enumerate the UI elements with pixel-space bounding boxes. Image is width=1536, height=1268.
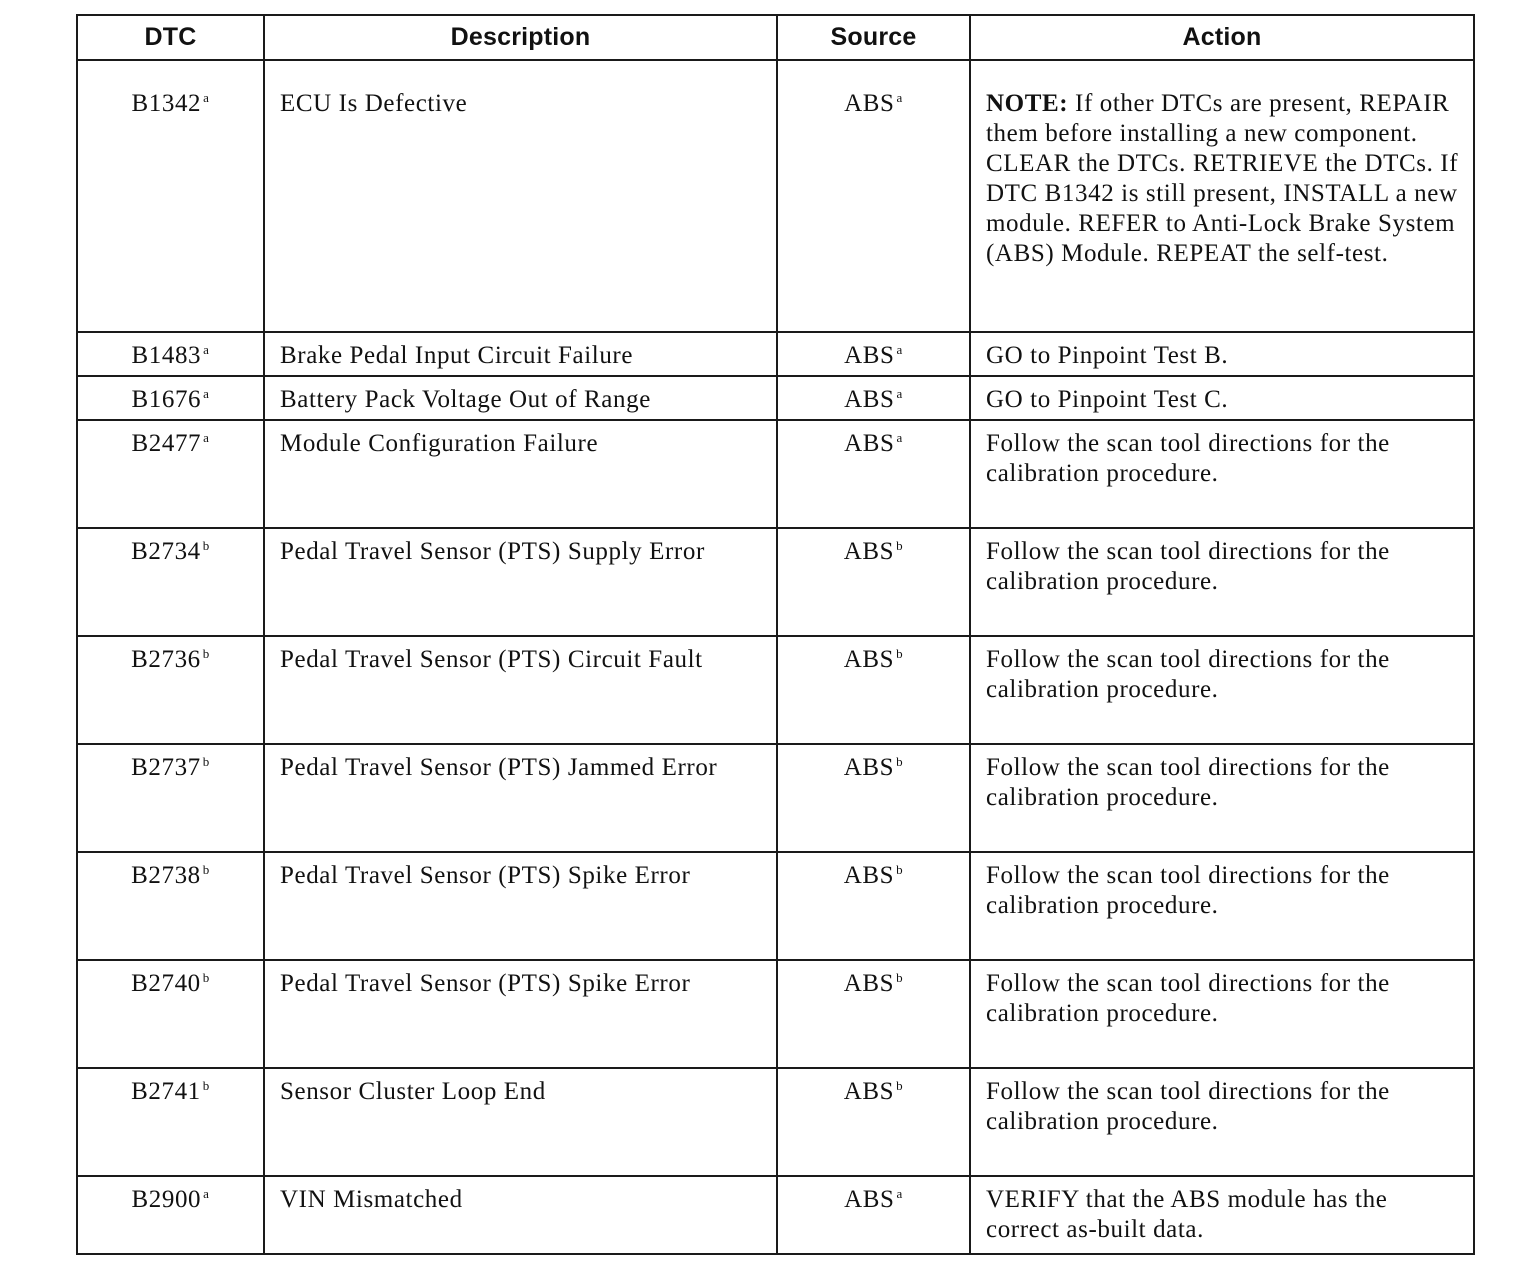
dtc-code: B1676	[131, 386, 202, 413]
dtc-code: B2477	[131, 430, 202, 457]
footnote-marker: b	[896, 862, 904, 877]
source-text: ABS	[844, 342, 895, 369]
description-cell: Pedal Travel Sensor (PTS) Circuit Fault	[264, 636, 777, 744]
footnote-marker: b	[202, 970, 210, 985]
footnote-marker: b	[202, 1078, 210, 1093]
footnote-marker: a	[203, 386, 210, 401]
description-cell: Sensor Cluster Loop End	[264, 1068, 777, 1176]
source-text: ABS	[844, 90, 895, 117]
source-cell	[777, 636, 970, 744]
dtc-cell	[77, 852, 264, 960]
table-row	[77, 332, 1474, 376]
table-row	[77, 60, 1474, 332]
table-row	[77, 1068, 1474, 1176]
dtc-code: B2736	[131, 646, 201, 673]
action-cell	[970, 60, 1474, 332]
source-text: ABS	[843, 754, 895, 781]
source-cell	[777, 744, 970, 852]
action-note	[986, 89, 1459, 149]
dtc-cell	[77, 420, 264, 528]
description-cell: Pedal Travel Sensor (PTS) Spike Error	[264, 852, 777, 960]
source-text: ABS	[844, 386, 895, 413]
dtc-cell	[77, 1068, 264, 1176]
dtc-code: B2741	[131, 1078, 201, 1105]
dtc-code: B1483	[131, 342, 202, 369]
action-text: CLEAR the DTCs. RETRIEVE the DTCs. If DTC B1342 is still present, INSTALL a new module. REFER to Anti-Lock Brake System (ABS) Module. REPEAT the self-test.	[986, 150, 1459, 267]
dtc-code: B2734	[131, 538, 201, 565]
action-cell: GO to Pinpoint Test B.	[970, 332, 1474, 376]
footnote-marker: a	[203, 342, 210, 357]
source-cell	[777, 960, 970, 1068]
footnote-marker: b	[896, 1078, 904, 1093]
footnote-marker: a	[896, 90, 903, 105]
action-cell: Follow the scan tool directions for the calibration procedure.	[970, 960, 1474, 1068]
action-cell: Follow the scan tool directions for the calibration procedure.	[970, 852, 1474, 960]
table-row	[77, 744, 1474, 852]
header-action: Action	[970, 15, 1474, 60]
dtc-cell	[77, 332, 264, 376]
header-description: Description	[264, 15, 777, 60]
header-source: Source	[777, 15, 970, 60]
source-text: ABS	[843, 862, 895, 889]
description-cell: Pedal Travel Sensor (PTS) Jammed Error	[264, 744, 777, 852]
action-cell: Follow the scan tool directions for the calibration procedure.	[970, 528, 1474, 636]
dtc-code: B1342	[131, 90, 202, 117]
description-cell: Battery Pack Voltage Out of Range	[264, 376, 777, 420]
action-cell: Follow the scan tool directions for the calibration procedure.	[970, 744, 1474, 852]
source-cell	[777, 1176, 970, 1254]
source-cell	[777, 528, 970, 636]
action-cell: Follow the scan tool directions for the calibration procedure.	[970, 636, 1474, 744]
note-text: If other DTCs are present, REPAIR them before installing a new component.	[986, 90, 1450, 147]
footnote-marker: a	[896, 342, 903, 357]
header-dtc: DTC	[77, 15, 264, 60]
action-cell: VERIFY that the ABS module has the correct as-built data.	[970, 1176, 1474, 1254]
footnote-marker: a	[896, 386, 903, 401]
action-cell: Follow the scan tool directions for the calibration procedure.	[970, 1068, 1474, 1176]
dtc-code: B2738	[131, 862, 201, 889]
description-cell: ECU Is Defective	[264, 60, 777, 332]
footnote-marker: b	[896, 970, 904, 985]
source-text: ABS	[844, 430, 895, 457]
dtc-cell	[77, 1176, 264, 1254]
dtc-cell	[77, 60, 264, 332]
table-row	[77, 1176, 1474, 1254]
description-cell: Brake Pedal Input Circuit Failure	[264, 332, 777, 376]
source-text: ABS	[843, 970, 895, 997]
dtc-cell	[77, 636, 264, 744]
footnote-marker: a	[203, 430, 210, 445]
footnote-marker: a	[203, 90, 210, 105]
table-row	[77, 528, 1474, 636]
source-cell	[777, 852, 970, 960]
source-cell	[777, 376, 970, 420]
dtc-cell	[77, 744, 264, 852]
source-text: ABS	[843, 646, 895, 673]
dtc-code: B2740	[131, 970, 201, 997]
footnote-marker: b	[202, 538, 210, 553]
dtc-cell	[77, 376, 264, 420]
note-label: NOTE:	[986, 90, 1069, 117]
dtc-table	[76, 14, 1475, 1255]
footnote-marker: b	[202, 862, 210, 877]
footnote-marker: a	[896, 430, 903, 445]
table-row	[77, 960, 1474, 1068]
description-cell: Module Configuration Failure	[264, 420, 777, 528]
table-row	[77, 636, 1474, 744]
footnote-marker: b	[896, 754, 904, 769]
action-cell: GO to Pinpoint Test C.	[970, 376, 1474, 420]
description-cell: VIN Mismatched	[264, 1176, 777, 1254]
dtc-cell	[77, 960, 264, 1068]
source-text: ABS	[844, 1186, 895, 1213]
dtc-cell	[77, 528, 264, 636]
footnote-marker: b	[202, 646, 210, 661]
description-cell: Pedal Travel Sensor (PTS) Spike Error	[264, 960, 777, 1068]
table-row	[77, 420, 1474, 528]
footnote-marker: a	[896, 1186, 903, 1201]
source-cell	[777, 332, 970, 376]
table-row	[77, 376, 1474, 420]
action-cell: Follow the scan tool directions for the calibration procedure.	[970, 420, 1474, 528]
footnote-marker: a	[203, 1186, 210, 1201]
dtc-code: B2737	[131, 754, 201, 781]
table-header-row	[77, 15, 1474, 60]
description-cell: Pedal Travel Sensor (PTS) Supply Error	[264, 528, 777, 636]
source-cell	[777, 420, 970, 528]
source-cell	[777, 60, 970, 332]
table-row	[77, 852, 1474, 960]
dtc-code: B2900	[131, 1186, 202, 1213]
footnote-marker: b	[896, 538, 904, 553]
source-text: ABS	[843, 1078, 895, 1105]
footnote-marker: b	[896, 646, 904, 661]
footnote-marker: b	[202, 754, 210, 769]
source-cell	[777, 1068, 970, 1176]
source-text: ABS	[843, 538, 895, 565]
